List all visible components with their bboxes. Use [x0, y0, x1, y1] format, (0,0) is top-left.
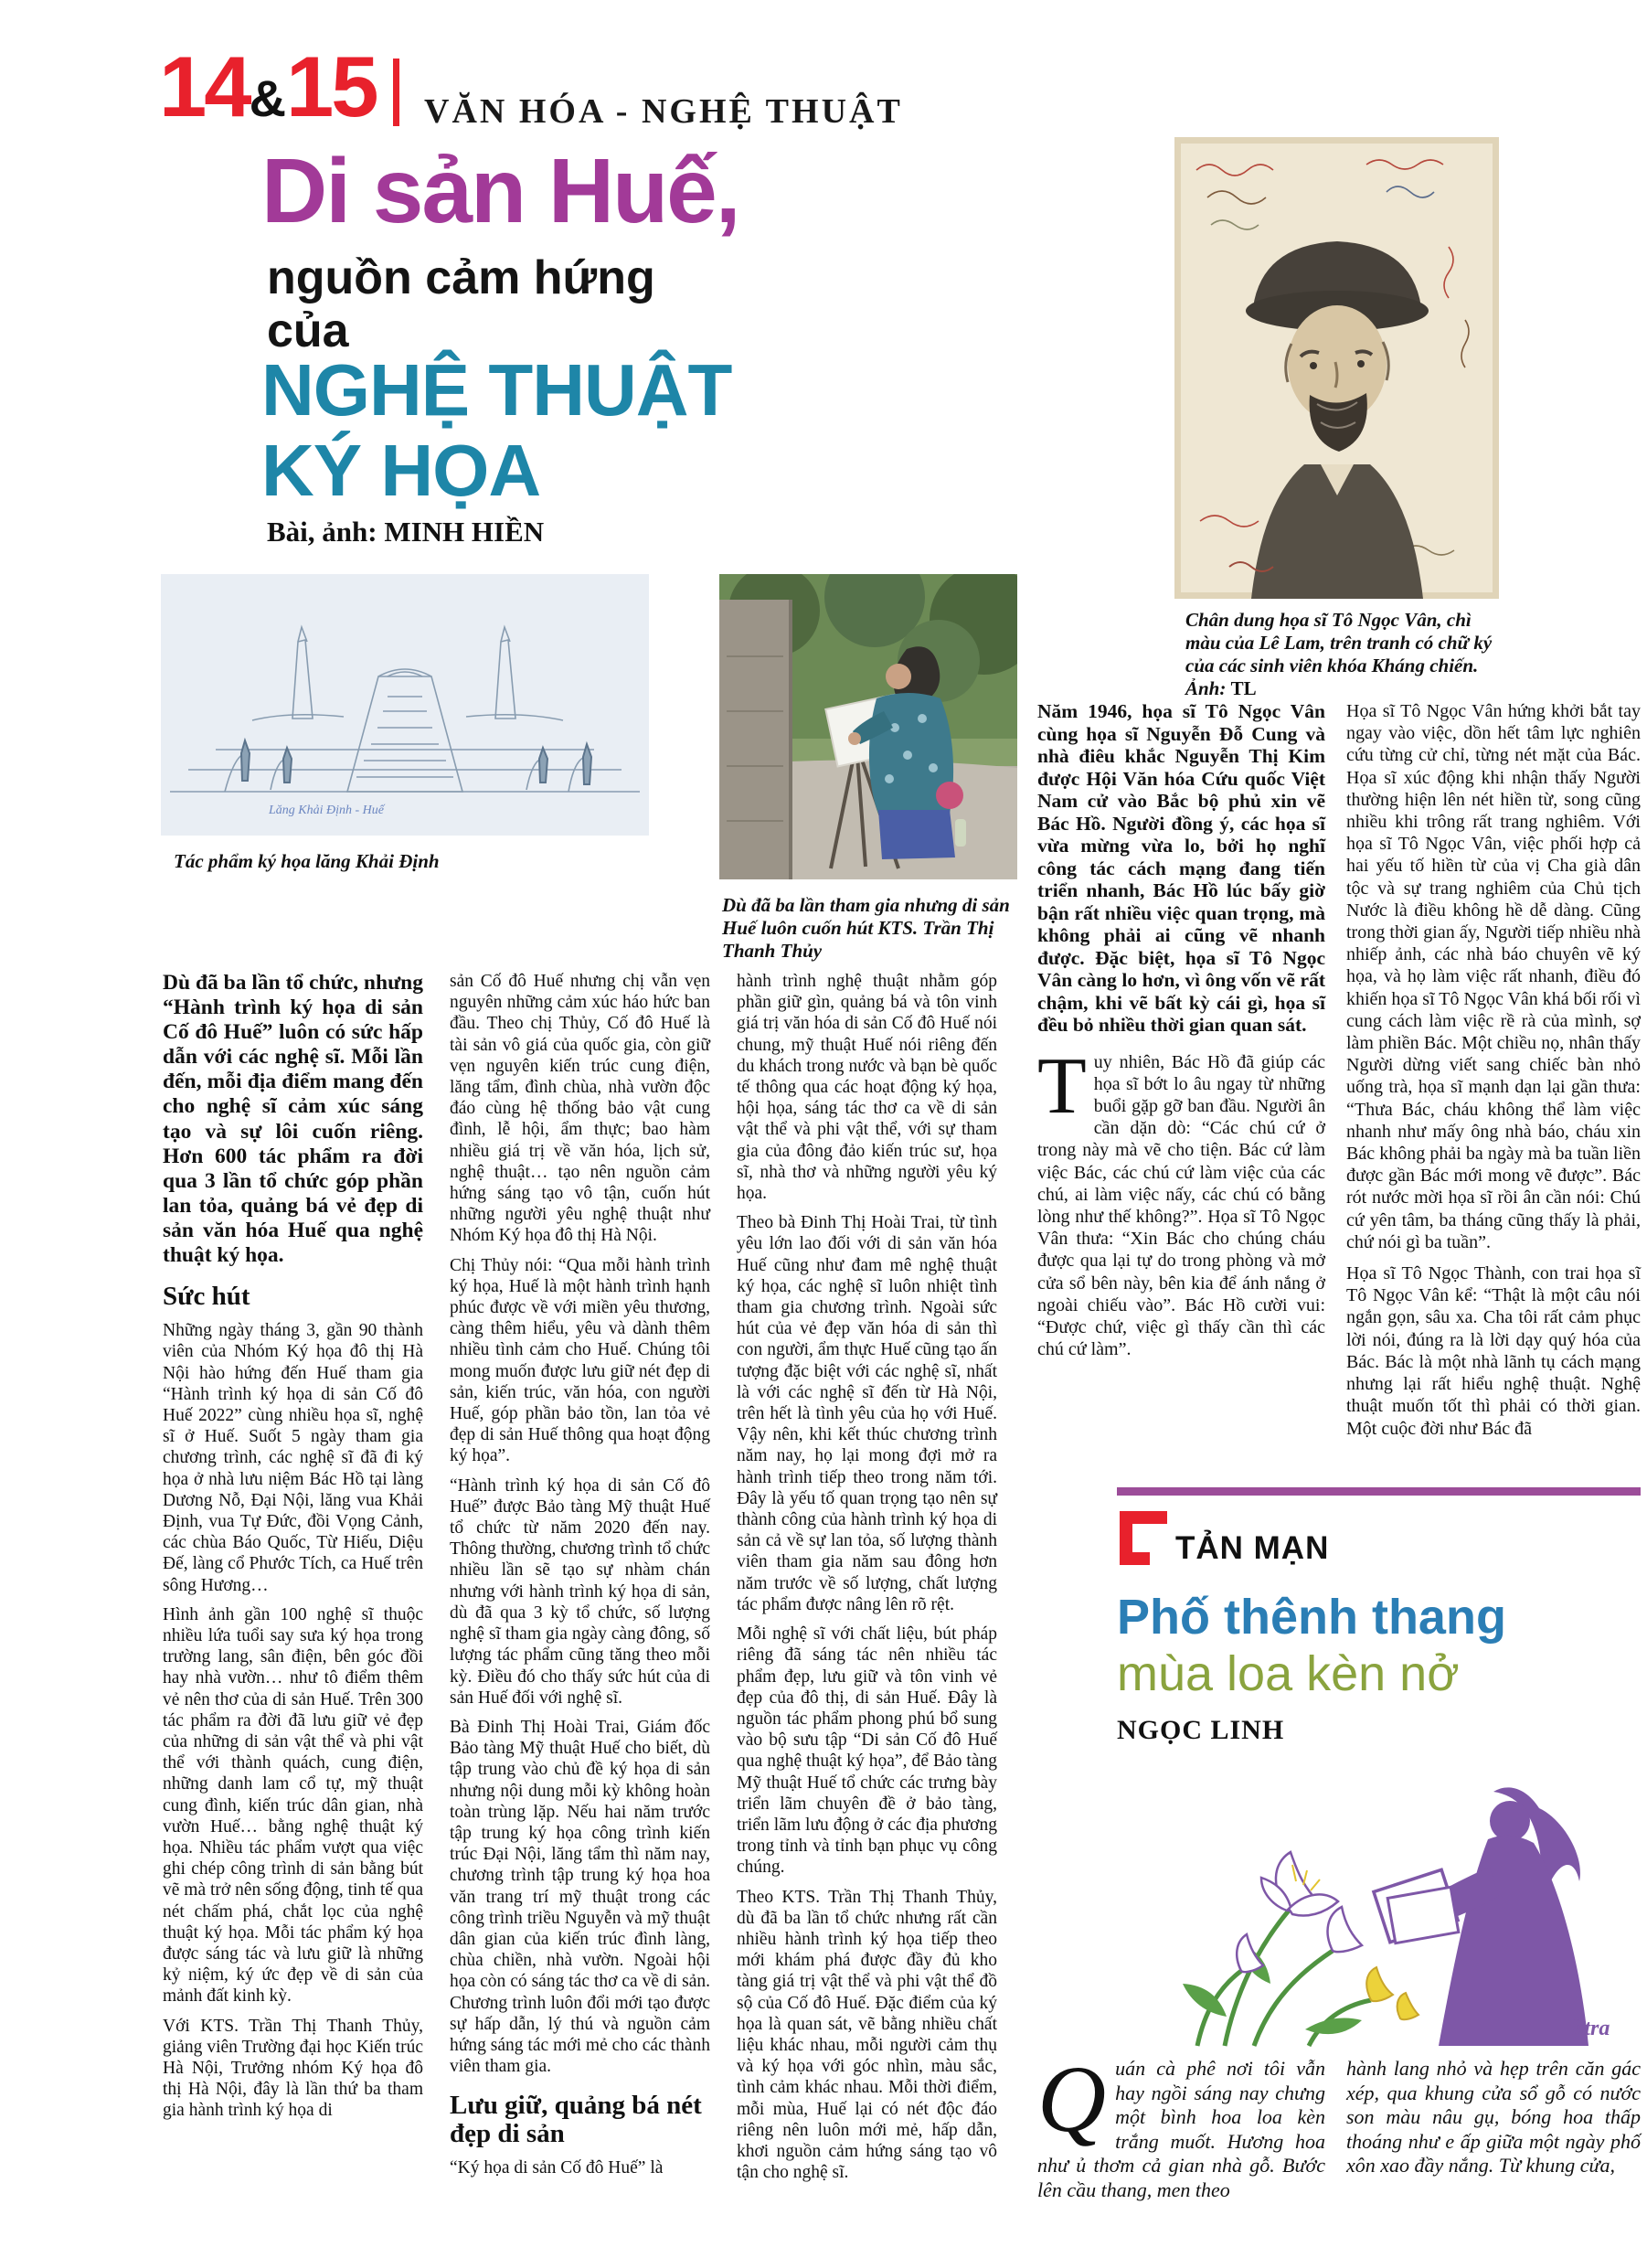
photo-caption: Dù đã ba lần tham gia nhưng di sản Huế luôn cuốn hút KTS. Trần Thị Thanh Thủy [722, 894, 1010, 962]
sketch-image [161, 574, 649, 836]
byline: Bài, ảnh: MINH HIỀN [267, 516, 545, 548]
tanman-bracket-icon [1117, 1510, 1170, 1565]
tanman-author: NGỌC LINH [1117, 1715, 1285, 1745]
headline-line2: nguồn cảm hứng [267, 251, 655, 304]
portrait-image [1174, 137, 1499, 599]
paragraph: Họa sĩ Tô Ngọc Thành, con trai họa sĩ Tô Ngọc Vân kể: “Thật là một câu nói ngắn gọn, sâu xa. Cha tôi rất cảm phục lời nói, đúng ra là lời dạy quý hóa của Bác. Bác là một nhà lãnh tụ cách mạng nhưng lại rất hiểu nghệ thuật. Nghệ thuật muốn tốt thì phải có thời gian. Một cuộc đời như Bác đã [1346, 1263, 1641, 1439]
subheading: Sức hút [163, 1282, 250, 1312]
subheading: Lưu giữ, quảng bá nét đẹp di sản [450, 2091, 702, 2149]
photo-credit: TL [1230, 677, 1257, 699]
lily-illustration [1117, 1772, 1641, 2048]
article2-column-1 [1037, 700, 1325, 1369]
page-number-right: 15 [286, 38, 377, 134]
section-divider-rule [1117, 1487, 1641, 1496]
paragraph: hành trình nghệ thuật nhằm góp phần giữ gìn, quảng bá và tôn vinh giá trị văn hóa di sản Cố đô Huế nói chung, mỹ thuật Huế nói riêng đến du khách trong nước và bạn bè quốc tế thông qua các hoạt động ký họa, hội họa, sáng tác thơ ca về di sản vật thể và phi vật thể, với sự tham gia của đông đảo kiến trúc sư, họa sĩ, nhà thơ và những người yêu ký họa. [737, 972, 997, 1204]
headline-line1: Di sản Huế, [261, 140, 739, 242]
page-number-ampersand: & [249, 69, 287, 127]
paragraph: Năm 1946, họa sĩ Tô Ngọc Vân cùng họa sĩ Nguyễn Đỗ Cung và nhà điêu khắc Nguyễn Thị Kim được Hội Văn hóa Cứu quốc Việt Nam cử vào Bắc bộ phủ xin vẽ Bác Hồ. Người đồng ý, các họa sĩ vừa mừng vừa lo, bởi họ nghĩ công tác cách mạng đang tiến triển nhanh, Bác Hồ lúc bấy giờ bận rất nhiều việc quan trọng, mà không phải ai cũng vẽ nhanh được. Đặc biệt, họa sĩ Tô Ngọc Vân càng lo hơn, vì ông vốn vẽ rất chậm, khi vẽ bất kỳ cái gì, họa sĩ đều bỏ nhiều thời gian quan sát. [1037, 700, 1325, 1036]
tanman-column-2 [1346, 2057, 1641, 2178]
sketch-caption: Tác phẩm ký họa lăng Khải Định [174, 850, 440, 872]
illustrator-signature: htra [1572, 2017, 1610, 2040]
paragraph: Quán cà phê nơi tôi vẫn hay ngồi sáng nay chưng một bình hoa loa kèn trắng muốt. Hương hoa như ủ thơm cả gian nhà gỗ. Bước lên cầu thang, men theo [1037, 2047, 1325, 2201]
paragraph: “Hành trình ký họa di sản Cố đô Huế” được Bảo tàng Mỹ thuật Huế tổ chức từ năm 2020 đến nay. Thông thường, chương trình tổ chức nhiều lần sẽ tạo sự nhàm chán nhưng với hành trình ký họa di sản, dù đã qua 3 kỳ tổ chức, số lượng nghệ sĩ tham gia ngày càng đông, số lượng tác phẩm cũng tăng theo mỗi kỳ. Điều đó cho thấy sức hút của di sản Huế đối với nghệ sĩ. [450, 1475, 710, 1708]
paragraph: hành lang nhỏ và hẹp trên căn gác xép, qua khung cửa sổ gỗ có nước son màu nâu gụ, bóng hoa thấp thoáng như e ấp giữa một ngày phố xôn xao đầy nắng. Từ khung cửa, [1346, 2057, 1641, 2177]
portrait-caption [1185, 609, 1507, 700]
tanman-title-line1: Phố thênh thang [1117, 1590, 1506, 1645]
article1-column-3 [737, 971, 997, 2191]
paragraph: Với KTS. Trần Thị Thanh Thủy, giảng viên Trường đại học Kiến trúc Hà Nội, Trưởng nhóm Ký họa đô thị Hà Nội, đây là lần thứ ba tham gia hành trình ký họa di [163, 2016, 423, 2121]
headline-line3: của [267, 304, 349, 357]
tanman-title-line2: mùa loa kèn nở [1117, 1646, 1460, 1701]
paragraph: Tuy nhiên, Bác Hồ đã giúp các họa sĩ bớt lo âu ngay từ những buổi gặp gỡ ban đầu. Người ân cần dặn dò: “Các chú cứ ở trong này mà vẽ cho tiện. Bác cứ làm việc Bác, các chú cứ làm việc của các chú, ai làm việc nấy, các chú có bằng lòng như thế không?”. Họa sĩ Tô Ngọc Vân thưa: “Xin Bác cho chúng cháu được qua lại tự do trong phòng và mở cửa sổ bên này, bên kia để ánh nắng ở ngoài chiếu vào”. Bác Hồ cười vui: “Được chứ, việc gì thấy cần thì các chú cứ làm”. [1037, 1041, 1325, 1360]
paragraph: Mỗi nghệ sĩ với chất liệu, bút pháp riêng đã sáng tác nên nhiều tác phẩm đẹp, lưu giữ và tôn vinh vẻ đẹp của đô thị, di sản Huế. Đây là nguồn tác phẩm phong phú bổ sung vào bộ sưu tập “Di sản Cố đô Huế qua nghệ thuật ký họa”, để Bảo tàng Mỹ thuật Huế tổ chức các trưng bày triển lãm chuyên đề ở bảo tàng, triển lãm lưu động ở các địa phương trong tỉnh và tỉnh bạn phục vụ công chúng. [737, 1624, 997, 1878]
portrait-caption-text: Chân dung họa sĩ Tô Ngọc Vân, chì màu của Lê Lam, trên tranh có chữ ký của các sinh viên khóa Kháng chiến. [1185, 609, 1493, 676]
photo-image [719, 574, 1017, 879]
tanman-kicker: TẢN MẠN [1175, 1530, 1330, 1566]
paragraph: Chị Thủy nói: “Qua mỗi hành trình ký họa, Huế là một hành trình hạnh phúc được về với miền yêu thương, càng thêm hiểu, yêu và dành thêm nhiều tình cảm cho Huế. Chúng tôi mong muốn được lưu giữ nét đẹp di sản, kiến trúc, văn hóa, con người Huế, góp phần bảo tồn, lan tỏa vẻ đẹp di sản Huế thông qua hoạt động ký họa”. [450, 1255, 710, 1466]
drop-cap: Q [1037, 2047, 1107, 2152]
sketch-inscription: Lăng Khải Định - Huế [269, 804, 384, 817]
paragraph: Họa sĩ Tô Ngọc Vân hứng khởi bắt tay ngay vào việc, dồn hết tâm lực nghiên cứu từng cử chỉ, từng nét mặt của Bác. Họa sĩ xúc động khi nhận thấy Người thường hiện lên nét hiền từ, song cũng nhiều khi trông rất trang nghiêm. Với họa sĩ Tô Ngọc Vân, việc phối hợp cả hai yếu tố hiền từ của vị Cha già dân tộc và sự trang nghiêm của Chủ tịch Nước là điều không hề dễ dàng. Cũng trong thời gian ấy, Người tiếp nhiều nhà nhiếp ảnh, các nhà báo chuyên vẽ ký họa, và họ làm việc rất nhanh, điều đó khiến họa sĩ Tô Ngọc Vân khá bối rối vì cung cách làm việc rề rà của mình, sợ làm phiền Bác. Một chiều nọ, nhân thấy Người dừng viết sang chiếc bàn nhỏ uống trà, họa sĩ mạnh dạn lại gần thưa: “Thưa Bác, cháu không thể làm việc nhanh như mấy ông nhà báo, cháu xin Bác không phải ba ngày mà ba tuần liền được gần Bác mới mong vẽ được”. Bác rót nước mời họa sĩ rồi ân cần nói: Chú cứ yên tâm, ba tháng cũng thấy là phải, chứ nói gì ba tuần”. [1346, 701, 1641, 1252]
masthead-divider [393, 59, 399, 126]
drop-cap: T [1037, 1041, 1087, 1131]
paragraph: Những ngày tháng 3, gần 90 thành viên của Nhóm Ký họa đô thị Hà Nội hào hứng đến Huế tham gia “Hành trình ký họa di sản Cố đô Huế 2022” cùng nhiều họa sĩ, nghệ sĩ ở Huế. Suốt 5 ngày tham gia chương trình, các nghệ sĩ đã đi ký họa ở nhà lưu niệm Bác Hồ tại làng Dương Nỗ, Đại Nội, lăng vua Khải Định, vua Tự Đức, đồi Vọng Cảnh, các chùa Báo Quốc, Từ Hiếu, Diệu Đế, làng cổ Phước Tích, ca Huế trên sông Hương… [163, 1321, 423, 1595]
paragraph: Theo KTS. Trần Thị Thanh Thủy, dù đã ba lần tổ chức nhưng rất cần nhiều hành trình ký họa tiếp theo mới khám phá được đầy đủ kho tàng giá trị vật thể và phi vật thể đồ sộ của Cố đô Huế. Đặc điểm của ký họa là quan sát, vẽ bằng nhiều chất liệu khác nhau, mỗi người cảm thụ và ký họa với góc nhìn, màu sắc, tình cảm khác nhau. Mỗi thời điểm, mỗi mùa, Huế lại có nét độc đáo riêng nên luôn mới mẻ, hấp dẫn, khơi nguồn cảm hứng sáng tạo vô tận cho nghệ sĩ. [737, 1887, 997, 2183]
page-number [159, 38, 377, 138]
paragraph: Hình ảnh gần 100 nghệ sĩ thuộc nhiều lứa tuổi say sưa ký họa trong trường lang, sân điện, bên góc đồi hay nhà vườn… như tô điểm thêm vẻ nên thơ của di sản Huế. Trên 300 tác phẩm ra đời đã lưu giữ vẻ đẹp của những di sản vật thể và phi vật thể với thành quách, cung điện, những danh lam cổ tự, mỹ thuật cung đình, kiến trúc dân gian, nhà vườn Huế… bằng nghệ thuật ký họa. Nhiều tác phẩm vượt qua việc ghi chép công trình di sản bằng bút vẽ mà trở nên sống động, tinh tế qua nét chấm phá, chắt lọc của nghệ thuật ký họa. Mỗi tác phẩm ký họa được sáng tác và lưu giữ là những kỷ niệm, ký ức đẹp về di sản của mảnh đất kinh kỳ. [163, 1604, 423, 2007]
page-number-left: 14 [159, 38, 250, 134]
section-title: VĂN HÓA - NGHỆ THUẬT [424, 92, 903, 131]
tanman-column-1 [1037, 2047, 1325, 2202]
article1-column-1 [163, 971, 423, 2130]
headline-line4: NGHỆ THUẬT [261, 349, 732, 431]
headline-line5: KÝ HỌA [261, 430, 541, 511]
article1-column-2 [450, 971, 710, 2188]
photo-credit-label: Ảnh: [1185, 677, 1231, 699]
paragraph: “Ký họa di sản Cố đô Huế” là [450, 2158, 664, 2178]
article2-column-2 [1346, 700, 1641, 1449]
paragraph: Theo bà Đinh Thị Hoài Trai, từ tình yêu lớn lao đối với di sản văn hóa Huế cũng như đam mê nghệ thuật ký họa, các nghệ sĩ luôn nhiệt tình tham gia chương trình. Ngoài sức hút của vẻ đẹp văn hóa di sản thì con người, ẩm thực Huế cũng tạo ấn tượng đặc biệt với các nghệ sĩ, nhất là với các nghệ sĩ đến từ Hà Nội, trên hết là tình yêu của họ với Huế. Vậy nên, khi kết thúc chương trình năm nay, họ lại mong đợi mở ra hành trình tiếp theo trong năm tới. Đây là yếu tố quan trọng tạo nên sự thành công của hành trình ký họa di sản cả về sự lan tỏa, số lượng thành viên tham gia năm sau đông hơn năm trước về số lượng, chất lượng tác phẩm được nâng lên rõ rệt. [737, 1213, 997, 1614]
paragraph: Dù đã ba lần tổ chức, nhưng “Hành trình ký họa di sản Cố đô Huế” luôn có sức hấp dẫn với các nghệ sĩ. Mỗi lần đến, mỗi địa điểm mang đến cho nghệ sĩ cảm xúc sáng tạo và sự lôi cuốn riêng. Hơn 600 tác phẩm ra đời qua 3 lần tổ chức góp phần lan tỏa, quảng bá vẻ đẹp di sản văn hóa Huế qua nghệ thuật ký họa. [163, 971, 423, 1268]
paragraph: Bà Đinh Thị Hoài Trai, Giám đốc Bảo tàng Mỹ thuật Huế cho biết, dù tập trung vào chủ đề ký họa di sản nhưng nội dung mỗi kỳ không hoàn toàn trùng lặp. Nếu hai năm trước tập trung ký họa công trình kiến trúc Đại Nội, lăng tẩm thì năm nay, chương trình tập trung ký họa hoa văn trang trí mỹ thuật trong các công trình triều Nguyễn và mỹ thuật dân gian của kiến trúc đình làng, chùa chiền, nhà vườn. Ngoài hội họa còn có sáng tác thơ ca về di sản. Chương trình luôn đổi mới tạo được sự hấp dẫn, lý thú và nguồn cảm hứng sáng tác mới mẻ cho các thành viên tham gia. [450, 1717, 710, 2077]
paragraph: sản Cố đô Huế nhưng chị vẫn vẹn nguyên những cảm xúc háo hức ban đầu. Theo chị Thủy, Cố đô Huế là tài sản vô giá của quốc gia, còn giữ vẹn nguyên kiến trúc cung điện, lăng tẩm, đình chùa, nhà vườn độc đáo cùng hệ thống bảo vật cung đình, lễ hội, ẩm thực; bao hàm nhiều giá trị về văn hóa, lịch sử, nghệ thuật… tạo nên nguồn cảm hứng sáng tạo vô tận, cuốn hút những người yêu nghệ thuật như Nhóm Ký họa đô thị Hà Nội. [450, 972, 710, 1246]
